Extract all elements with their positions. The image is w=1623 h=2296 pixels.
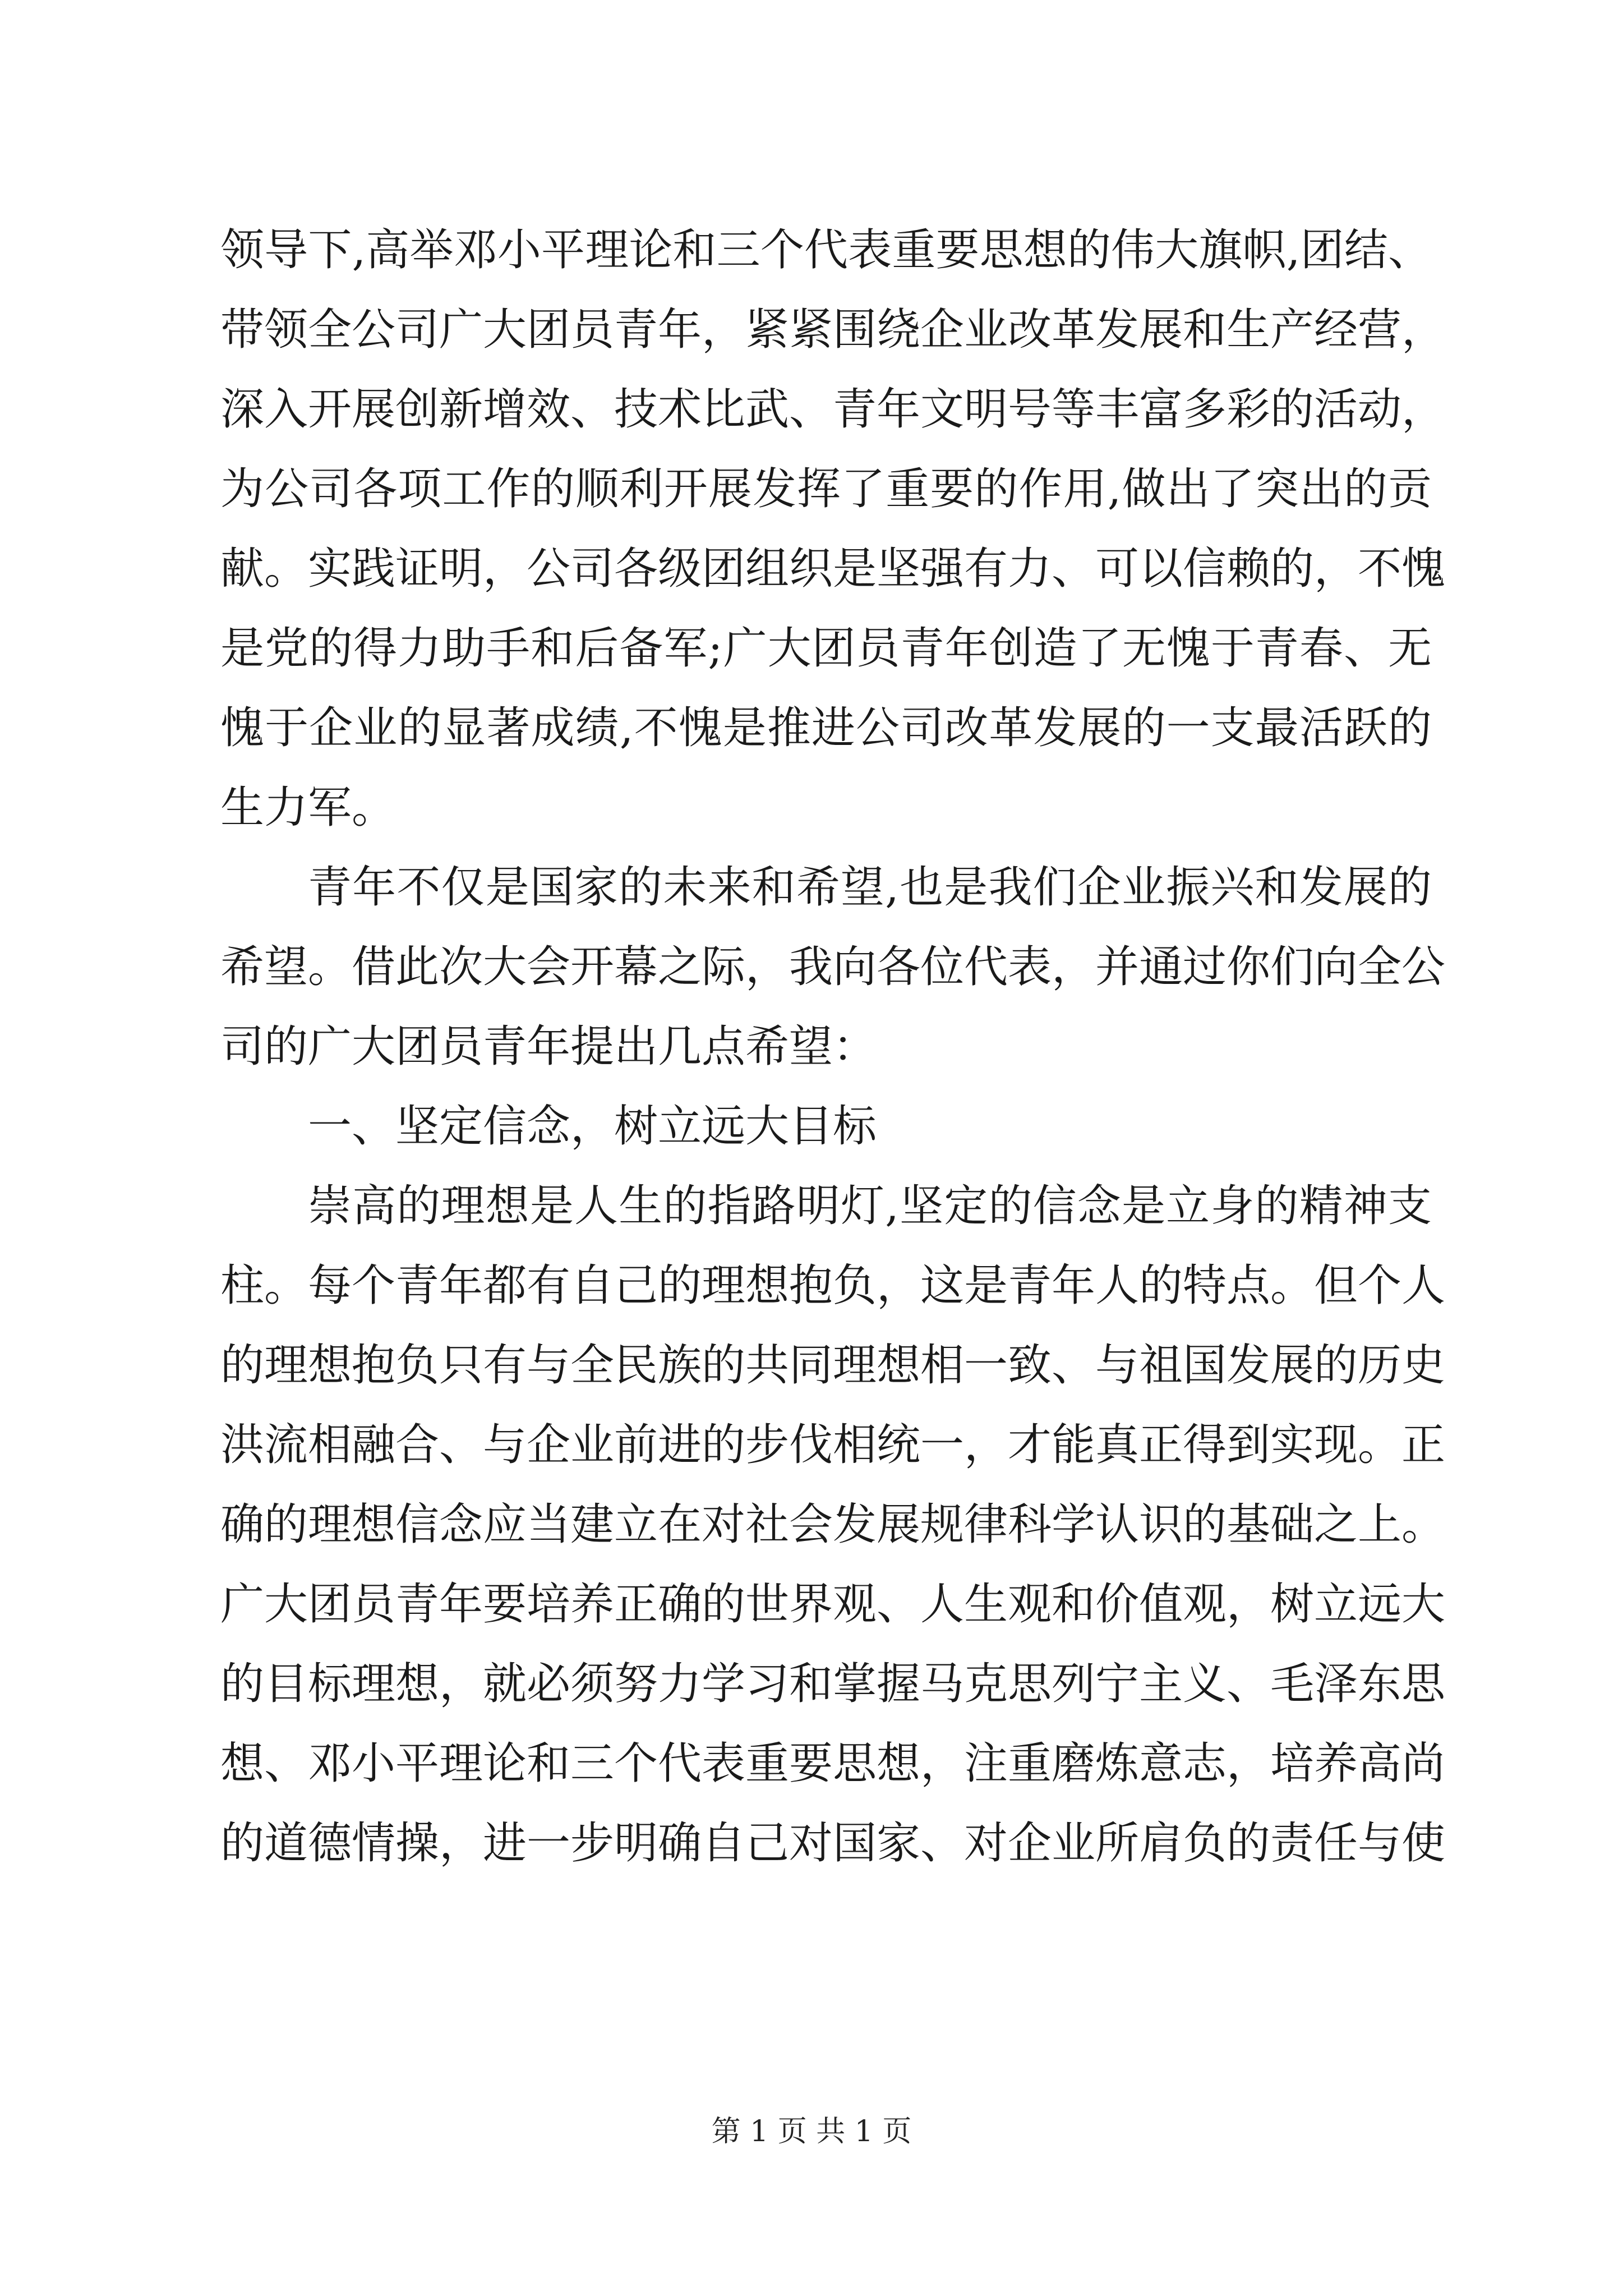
text-line: 一、坚定信念，树立远大目标: [308, 1101, 877, 1152]
text-line: 柱。每个青年都有自己的理想抱负，这是青年人的特点。但个人: [220, 1260, 1446, 1311]
text-line: 的理想抱负只有与全民族的共同理想相一致、与祖国发展的历史: [220, 1340, 1446, 1391]
text-line: 愧于企业的显著成绩,不愧是推进公司改革发展的一支最活跃的: [220, 703, 1432, 753]
text-line: 青年不仅是国家的未来和希望,也是我们企业振兴和发展的: [308, 862, 1432, 913]
text-line: 广大团员青年要培养正确的世界观、人生观和价值观，树立远大: [220, 1579, 1446, 1630]
text-line: 领导下,高举邓小平理论和三个代表重要思想的伟大旗帜,团结、: [220, 225, 1432, 275]
document-body: [220, 210, 1446, 1883]
page-number-footer: 第 1 页 共 1 页: [711, 2115, 912, 2148]
text-line: 深入开展创新增效、技术比武、青年文明号等丰富多彩的活动，: [220, 384, 1446, 435]
text-line: 生力军。: [220, 783, 396, 833]
text-line: 为公司各项工作的顺利开展发挥了重要的作用,做出了突出的贡: [220, 464, 1432, 514]
text-line: 司的广大团员青年提出几点希望：: [220, 1022, 877, 1072]
text-line: 是党的得力助手和后备军;广大团员青年创造了无愧于青春、无: [220, 623, 1432, 674]
text-line: 献。实践证明，公司各级团组织是坚强有力、可以信赖的，不愧: [220, 544, 1446, 594]
text-line: 的目标理想，就必须努力学习和掌握马克思列宁主义、毛泽东思: [220, 1659, 1446, 1709]
text-line: 想、邓小平理论和三个代表重要思想，注重磨炼意志，培养高尚: [220, 1738, 1446, 1789]
text-line: 希望。借此次大会开幕之际，我向各位代表，并通过你们向全公: [220, 942, 1446, 992]
text-line: 洪流相融合、与企业前进的步伐相统一，才能真正得到实现。正: [220, 1420, 1446, 1470]
text-line: 崇高的理想是人生的指路明灯,坚定的信念是立身的精神支: [308, 1181, 1432, 1231]
text-line: 的道德情操，进一步明确自己对国家、对企业所肩负的责任与使: [220, 1818, 1446, 1869]
text-line: 带领全公司广大团员青年，紧紧围绕企业改革发展和生产经营，: [220, 305, 1446, 355]
text-line: 确的理想信念应当建立在对社会发展规律科学认识的基础之上。: [220, 1499, 1446, 1550]
